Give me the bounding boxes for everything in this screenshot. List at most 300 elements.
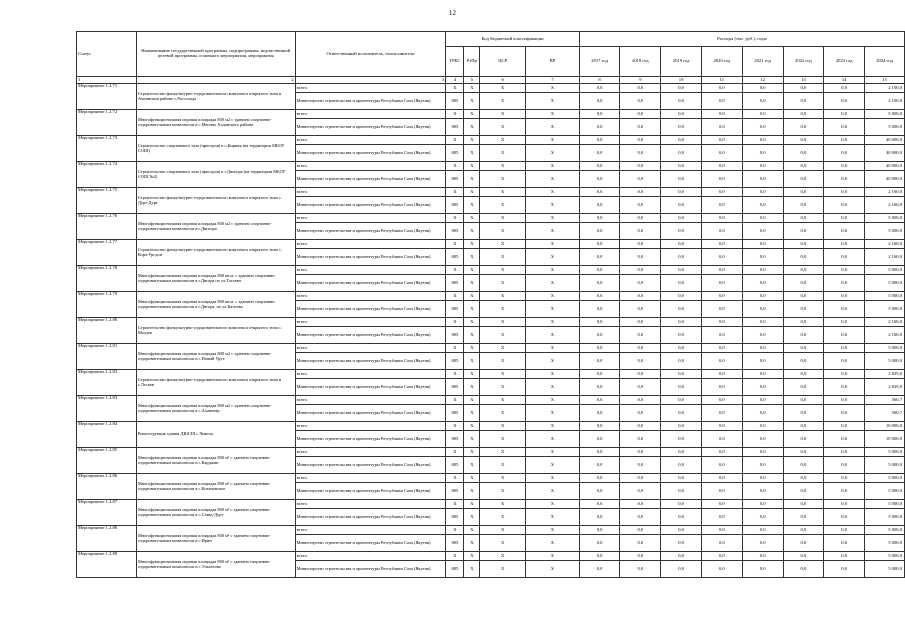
header-budget-code: Код бюджетной классификации [446,32,579,47]
year-value: 0,0 [661,171,702,188]
code-cell: Х [526,145,580,162]
year-value-2024: 5 000,0 [865,526,905,535]
code-cell: Х [526,318,580,327]
code-cell: Х [464,119,480,136]
status-cell: Мероприятие 1.2.78 [77,266,137,292]
code-cell: Х [446,84,464,93]
year-value: 0,0 [661,249,702,266]
code-cell: Х [446,188,464,197]
year-value: 0,0 [701,509,742,526]
grbs-cell: 805 [446,119,464,136]
year-value: 0,0 [701,535,742,552]
year-value: 0,0 [661,474,702,483]
year-value: 0,0 [579,405,620,422]
year-value: 0,0 [620,535,661,552]
year-value: 0,0 [579,353,620,370]
year-value: 0,0 [783,240,824,249]
code-cell: Х [464,500,480,509]
table-row [77,422,905,431]
status-cell: Мероприятие 1.2.79 [77,292,137,318]
code-cell: Х [480,405,526,422]
header-year: 2018 год [620,47,661,77]
year-value: 0,0 [701,405,742,422]
year-value: 0,0 [742,500,783,509]
code-cell: Х [464,93,480,110]
code-cell: Х [464,197,480,214]
grbs-cell: 805 [446,509,464,526]
year-value: 0,0 [783,136,824,145]
code-cell: Х [446,136,464,145]
year-value-2024: 2 100,0 [865,84,905,93]
header-year: 2017 год [579,47,620,77]
year-value-2024: 2 160,0 [865,318,905,327]
year-value: 0,0 [579,162,620,171]
code-cell: Х [464,84,480,93]
year-value: 0,0 [620,249,661,266]
year-value: 0,0 [661,483,702,500]
code-cell: Х [480,301,526,318]
year-value: 0,0 [783,552,824,561]
year-value: 0,0 [742,249,783,266]
code-cell: Х [526,327,580,344]
code-cell: Х [480,526,526,535]
year-value-2024: 5 000,0 [865,301,905,318]
code-cell: Х [464,396,480,405]
status-cell: Мероприятие 1.2.71 [77,84,137,110]
code-cell: Х [480,136,526,145]
year-value: 0,0 [783,223,824,240]
year-value-2024: 40 000,0 [865,162,905,171]
year-value: 0,0 [742,197,783,214]
year-value: 0,0 [701,266,742,275]
year-value: 0,0 [742,275,783,292]
code-cell: Х [464,110,480,119]
year-value: 0,0 [742,405,783,422]
executor-ministry: Министерство строительства и архитектуры Республики Саха (Якутия) [295,301,446,318]
year-value-2024: 2 160,0 [865,240,905,249]
code-cell: Х [480,422,526,431]
year-value: 0,0 [620,474,661,483]
year-value: 0,0 [620,526,661,535]
code-cell: Х [526,136,580,145]
year-value: 0,0 [824,84,865,93]
header-year: 2021 год [742,47,783,77]
code-cell: Х [480,483,526,500]
year-value: 0,0 [661,162,702,171]
year-value: 0,0 [701,214,742,223]
year-value: 0,0 [742,379,783,396]
header-name: Наименование государственной программы, подпрограммы, ведомственной целевой программы, основного мероприятия, мероприятия [136,32,295,77]
year-value-2024: 40 000,0 [865,136,905,145]
header-year: 2020 год [701,47,742,77]
year-value: 0,0 [742,84,783,93]
year-value-2024: 5 000,0 [865,119,905,136]
code-cell: Х [480,214,526,223]
code-cell: Х [480,474,526,483]
code-cell: Х [526,214,580,223]
code-cell: Х [526,171,580,188]
executor-ministry: Министерство строительства и архитектуры Республики Саха (Якутия) [295,327,446,344]
year-value: 0,0 [620,405,661,422]
year-value-2024: 5 000,0 [865,353,905,370]
year-value: 0,0 [783,405,824,422]
year-value: 0,0 [620,431,661,448]
column-number: 10 [661,77,702,84]
year-value: 0,0 [824,214,865,223]
grbs-cell: 805 [446,223,464,240]
year-value: 0,0 [783,327,824,344]
year-value: 0,0 [783,344,824,353]
year-value: 0,0 [620,318,661,327]
measure-name: Строительство спортивного зала (пристроя) в с.Кирикя (на территории МБОУ СОШ) [136,136,295,162]
code-cell: Х [464,188,480,197]
year-value: 0,0 [620,275,661,292]
code-cell: Х [526,197,580,214]
year-value: 0,0 [824,500,865,509]
year-value: 0,0 [661,275,702,292]
year-value: 0,0 [783,188,824,197]
column-number: 1 [77,77,137,84]
code-cell: Х [526,292,580,301]
year-value: 0,0 [701,93,742,110]
year-value: 0,0 [620,197,661,214]
year-value: 0,0 [824,370,865,379]
code-cell: Х [464,370,480,379]
code-cell: Х [464,266,480,275]
year-value: 0,0 [661,457,702,474]
year-value: 0,0 [701,370,742,379]
column-number: 7 [526,77,580,84]
code-cell: Х [464,301,480,318]
year-value: 0,0 [661,327,702,344]
year-value: 0,0 [701,327,742,344]
code-cell: Х [526,457,580,474]
executor-total: всего [295,240,446,249]
grbs-cell: 805 [446,561,464,578]
measure-name: Строительство физкультурно-оздоровительного комплекса открытого типа в Амгинском районе с.Рассолода [136,84,295,110]
year-value: 0,0 [701,526,742,535]
header-year: 2024 год [865,47,905,77]
year-value-2024: 2 829,0 [865,379,905,396]
year-value: 0,0 [742,188,783,197]
year-value: 0,0 [579,223,620,240]
code-cell: Х [446,448,464,457]
year-value: 0,0 [661,448,702,457]
measure-name: Многофункциональная игровая площадка 800 кв.м. с зданием спортивно-оздоровительным комплексом в г.Дигора по ул.Тогоева [136,266,295,292]
executor-ministry: Министерство строительства и архитектуры Республики Саха (Якутия) [295,171,446,188]
executor-ministry: Министерство строительства и архитектуры Республики Саха (Якутия) [295,535,446,552]
year-value: 0,0 [620,266,661,275]
year-value: 0,0 [661,344,702,353]
year-value: 0,0 [824,431,865,448]
year-value: 0,0 [742,327,783,344]
year-value: 0,0 [620,162,661,171]
year-value: 0,0 [620,370,661,379]
year-value: 0,0 [701,162,742,171]
code-cell: Х [446,370,464,379]
year-value: 0,0 [824,526,865,535]
code-cell: Х [480,292,526,301]
year-value: 0,0 [824,474,865,483]
code-cell: Х [480,457,526,474]
year-value-2024: 5 000,0 [865,561,905,578]
year-value: 0,0 [783,110,824,119]
code-cell: Х [526,500,580,509]
year-value: 0,0 [620,379,661,396]
code-cell: Х [526,266,580,275]
status-cell: Мероприятие 1.2.87 [77,500,137,526]
code-cell: Х [480,500,526,509]
code-cell: Х [464,171,480,188]
measure-name: Многофункциональная игровая площадка 800 м2 с зданием спортивно-оздоровительным комплексом в с.Новый Урух [136,344,295,370]
code-cell: Х [526,223,580,240]
year-value: 0,0 [620,509,661,526]
code-cell: Х [446,292,464,301]
year-value: 0,0 [579,318,620,327]
grbs-cell: 805 [446,327,464,344]
code-cell: Х [464,405,480,422]
year-value: 0,0 [783,457,824,474]
column-number: 4 [446,77,464,84]
code-cell: Х [446,344,464,353]
year-value-2024: 40 000,0 [865,145,905,162]
code-cell: Х [446,110,464,119]
year-value: 0,0 [701,379,742,396]
year-value-2024: 2 160,0 [865,327,905,344]
column-number: 11 [701,77,742,84]
code-cell: Х [526,162,580,171]
year-value: 0,0 [783,483,824,500]
year-value: 0,0 [824,509,865,526]
year-value: 0,0 [620,145,661,162]
year-value: 0,0 [661,370,702,379]
year-value: 0,0 [783,84,824,93]
grbs-cell: 805 [446,431,464,448]
code-cell: Х [464,318,480,327]
year-value: 0,0 [701,561,742,578]
year-value: 0,0 [661,396,702,405]
year-value: 0,0 [783,197,824,214]
year-value: 0,0 [742,93,783,110]
executor-total: всего [295,422,446,431]
year-value: 0,0 [620,500,661,509]
code-cell: Х [464,457,480,474]
executor-total: всего [295,474,446,483]
year-value: 0,0 [661,552,702,561]
code-cell: Х [480,223,526,240]
year-value-2024: 5 000,0 [865,483,905,500]
year-value: 0,0 [620,136,661,145]
year-value-2024: 5 000,0 [865,275,905,292]
code-cell: Х [480,275,526,292]
year-value: 0,0 [620,353,661,370]
column-number: 9 [620,77,661,84]
code-cell: Х [526,110,580,119]
code-cell: Х [480,119,526,136]
year-value: 0,0 [783,526,824,535]
code-cell: Х [446,396,464,405]
year-value: 0,0 [783,474,824,483]
page-number: 12 [449,9,456,17]
code-cell: Х [446,422,464,431]
year-value: 0,0 [701,457,742,474]
year-value: 0,0 [701,110,742,119]
executor-ministry: Министерство строительства и архитектуры Республики Саха (Якутия) [295,119,446,136]
year-value-2024: 2 160,0 [865,249,905,266]
code-cell: Х [526,119,580,136]
year-value: 0,0 [742,474,783,483]
code-cell: Х [480,509,526,526]
year-value-2024: 5 000,0 [865,552,905,561]
table-row [77,552,905,561]
year-value-2024: 5 000,0 [865,474,905,483]
year-value: 0,0 [783,249,824,266]
year-value: 0,0 [783,162,824,171]
column-number: 3 [295,77,446,84]
year-value: 0,0 [661,84,702,93]
status-cell: Мероприятие 1.2.73 [77,136,137,162]
year-value: 0,0 [701,474,742,483]
year-value: 0,0 [701,500,742,509]
header-vr: ВР [526,47,580,77]
grbs-cell: 805 [446,535,464,552]
year-value: 0,0 [783,119,824,136]
header-rzpr: РзПр [464,47,480,77]
status-cell: Мероприятие 1.2.86 [77,474,137,500]
year-value: 0,0 [620,561,661,578]
year-value: 0,0 [620,422,661,431]
executor-ministry: Министерство строительства и архитектуры Республики Саха (Якутия) [295,405,446,422]
year-value: 0,0 [742,552,783,561]
year-value: 0,0 [824,535,865,552]
year-value: 0,0 [701,431,742,448]
status-cell: Мероприятие 1.2.72 [77,110,137,136]
code-cell: Х [446,214,464,223]
year-value: 0,0 [742,136,783,145]
header-grbs: ГРБС [446,47,464,77]
year-value: 0,0 [701,318,742,327]
code-cell: Х [480,240,526,249]
year-value: 0,0 [579,197,620,214]
year-value: 0,0 [742,318,783,327]
code-cell: Х [464,292,480,301]
column-number: 6 [480,77,526,84]
executor-ministry: Министерство строительства и архитектуры Республики Саха (Якутия) [295,223,446,240]
measure-name: Многофункциональная игровая площадка 800 м2 с зданием спортивно-оздоровительным комплексом в с.Аханнгар [136,396,295,422]
code-cell: Х [526,561,580,578]
year-value: 0,0 [783,422,824,431]
grbs-cell: 805 [446,457,464,474]
executor-total: всего [295,136,446,145]
header-year: 2023 год [824,47,865,77]
year-value: 0,0 [579,370,620,379]
code-cell: Х [446,318,464,327]
year-value: 0,0 [620,457,661,474]
code-cell: Х [464,422,480,431]
code-cell: Х [526,535,580,552]
year-value: 0,0 [742,396,783,405]
year-value: 0,0 [783,145,824,162]
year-value: 0,0 [579,535,620,552]
status-cell: Мероприятие 1.2.77 [77,240,137,266]
year-value: 0,0 [824,379,865,396]
code-cell: Х [464,353,480,370]
year-value: 0,0 [824,93,865,110]
year-value: 0,0 [824,145,865,162]
status-cell: Мероприятие 1.2.76 [77,214,137,240]
code-cell: Х [526,422,580,431]
year-value: 0,0 [620,344,661,353]
code-cell: Х [446,474,464,483]
year-value: 0,0 [579,526,620,535]
year-value: 0,0 [824,552,865,561]
code-cell: Х [526,405,580,422]
year-value: 0,0 [620,552,661,561]
year-value: 0,0 [701,353,742,370]
header-status: Статус [77,32,137,77]
code-cell: Х [480,431,526,448]
table-row [77,474,905,483]
year-value: 0,0 [579,93,620,110]
year-value: 0,0 [824,561,865,578]
year-value: 0,0 [824,396,865,405]
executor-total: всего [295,396,446,405]
code-cell: Х [480,370,526,379]
year-value: 0,0 [701,119,742,136]
code-cell: Х [446,526,464,535]
code-cell: Х [446,552,464,561]
year-value: 0,0 [783,275,824,292]
year-value: 0,0 [579,301,620,318]
code-cell: Х [526,301,580,318]
code-cell: Х [480,535,526,552]
code-cell: Х [446,266,464,275]
measure-name: Многофункциональная игровая площадка 800 м² с зданием спортивно-оздоровительным комплексом в с.Ирин [136,526,295,552]
year-value: 0,0 [661,561,702,578]
status-cell: Мероприятие 1.2.85 [77,448,137,474]
executor-total: всего [295,448,446,457]
code-cell: Х [446,240,464,249]
grbs-cell: 805 [446,171,464,188]
year-value: 0,0 [783,214,824,223]
year-value: 0,0 [742,119,783,136]
year-value: 0,0 [824,483,865,500]
table-row [77,214,905,223]
table-row [77,344,905,353]
code-cell: Х [464,379,480,396]
grbs-cell: 805 [446,275,464,292]
code-cell: Х [464,474,480,483]
code-cell: Х [526,344,580,353]
executor-total: всего [295,344,446,353]
year-value-2024: 10 000,0 [865,422,905,431]
code-cell: Х [480,249,526,266]
year-value: 0,0 [701,145,742,162]
year-value: 0,0 [824,223,865,240]
code-cell: Х [526,379,580,396]
year-value: 0,0 [742,509,783,526]
executor-total: всего [295,188,446,197]
year-value: 0,0 [579,500,620,509]
grbs-cell: 805 [446,405,464,422]
year-value: 0,0 [742,110,783,119]
table-row [77,110,905,119]
year-value: 0,0 [661,353,702,370]
code-cell: Х [446,500,464,509]
year-value: 0,0 [783,353,824,370]
header-csr: ЦСР [480,47,526,77]
year-value: 0,0 [742,171,783,188]
